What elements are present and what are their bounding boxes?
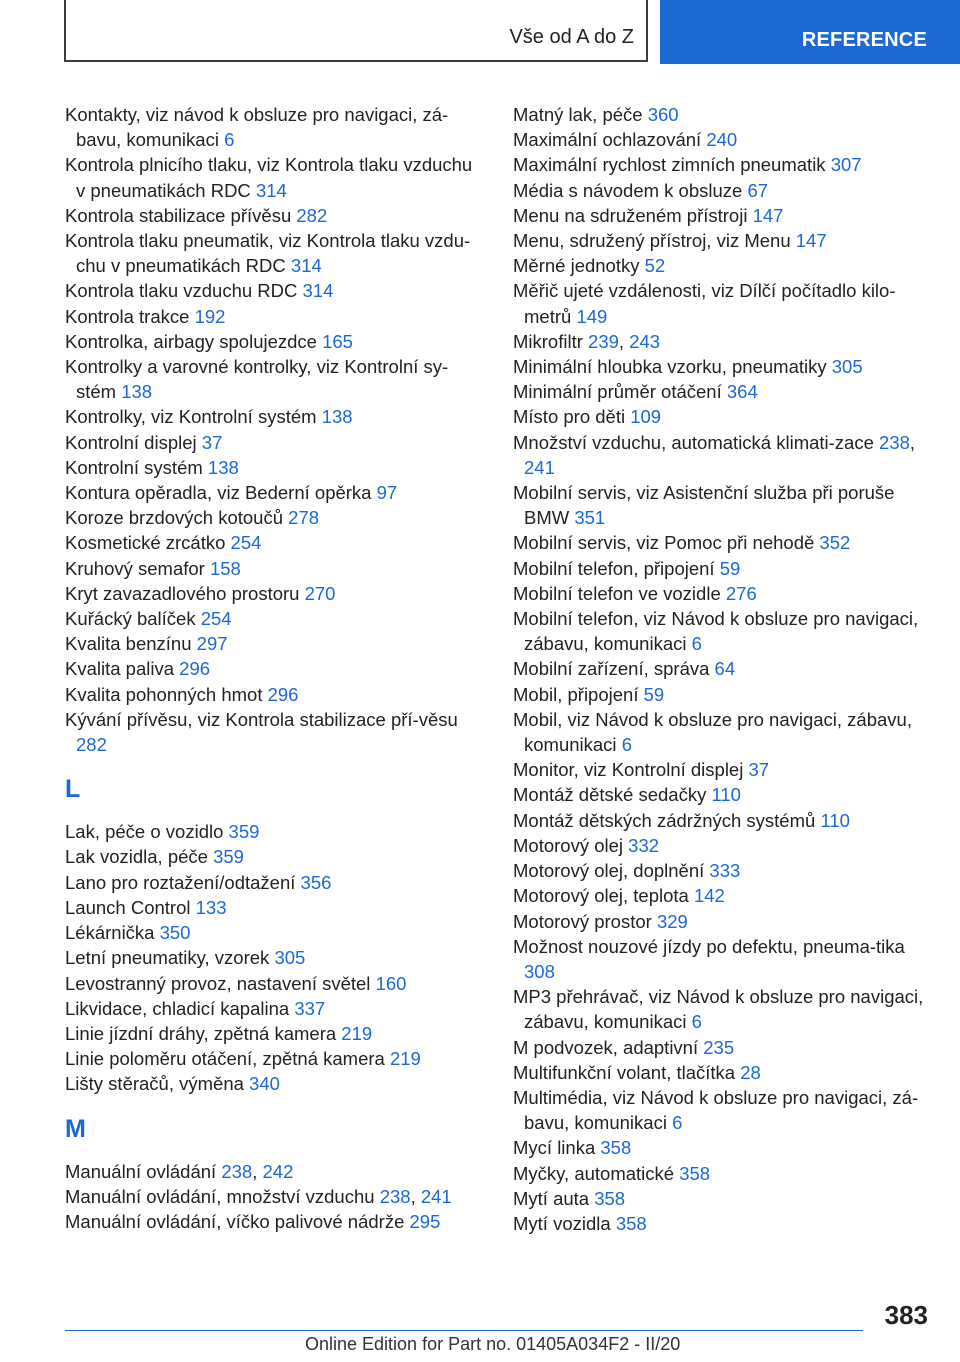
page-reference-link[interactable]: 358 bbox=[600, 1137, 632, 1159]
page-reference-link[interactable]: 235 bbox=[703, 1036, 735, 1058]
page-reference-link[interactable]: 37 bbox=[748, 759, 770, 781]
index-entry: Manuální ovládání, množství vzduchu 238, 241 bbox=[65, 1185, 452, 1207]
index-entry-text: Multifunkční volant, tlačítka bbox=[513, 1061, 736, 1083]
index-entry bbox=[513, 833, 933, 858]
page-reference-link[interactable]: 254 bbox=[200, 608, 232, 630]
page-reference-link[interactable]: 142 bbox=[693, 885, 725, 907]
index-entry-text: Kosmetické zrcátko bbox=[65, 532, 226, 554]
index-entry-text: Lak vozidla, péče bbox=[65, 846, 208, 868]
index-entry-text: Měrné jednotky bbox=[513, 255, 640, 277]
index-entry-text: Lak, péče o vozidlo bbox=[65, 821, 224, 843]
index-entry bbox=[513, 581, 933, 606]
index-entry-text: Koroze brzdových kotoučů bbox=[65, 507, 284, 529]
header-section-box bbox=[64, 0, 648, 62]
page-reference-link[interactable]: 52 bbox=[644, 255, 666, 277]
page-reference-link[interactable]: 329 bbox=[656, 910, 688, 932]
index-entry-text: Likvidace, chladicí kapalina bbox=[65, 997, 290, 1019]
page-reference-link[interactable]: 138 bbox=[121, 381, 153, 403]
page-reference-link[interactable]: 133 bbox=[195, 896, 227, 918]
page-reference-link[interactable]: 358 bbox=[594, 1187, 626, 1209]
index-entry-text: Montáž dětských zádržných systémů bbox=[513, 809, 816, 831]
index-entry-text: Matný lak, péče bbox=[513, 104, 643, 125]
index-entry bbox=[65, 102, 485, 152]
index-column-left bbox=[65, 102, 485, 1234]
index-entry-text: Mobilní servis, viz Asistenční služba při poruše BMW bbox=[513, 482, 895, 529]
index-entry-text: Mobilní zařízení, správa bbox=[513, 658, 710, 680]
page-number: 383 bbox=[884, 1300, 928, 1330]
index-entry-text: M podvozek, adaptivní bbox=[513, 1036, 699, 1058]
index-entry bbox=[513, 1135, 933, 1160]
index-entry-text: Motorový olej, doplnění bbox=[513, 860, 705, 882]
index-entry bbox=[513, 682, 933, 707]
index-entry bbox=[65, 1046, 485, 1071]
index-entry-text: Kontrola plnicího tlaku, viz Kontrola tlaku vzduchu v pneumatikách RDC bbox=[65, 154, 473, 201]
index-entry-text: Kontrolní displej bbox=[65, 431, 197, 453]
page-reference-link[interactable]: 297 bbox=[196, 633, 228, 655]
index-entry-text: Motorový olej, teplota bbox=[513, 885, 689, 907]
page-reference-link[interactable]: 160 bbox=[375, 972, 407, 994]
page-reference-link[interactable]: 276 bbox=[725, 582, 757, 604]
page-reference-link[interactable]: 358 bbox=[615, 1212, 647, 1234]
index-entry-text: Linie poloměru otáčení, zpětná kamera bbox=[65, 1048, 385, 1070]
index-entry-text: Mytí auta bbox=[513, 1187, 590, 1209]
index-entry bbox=[513, 883, 933, 908]
index-entry bbox=[513, 178, 933, 203]
index-entry bbox=[513, 909, 933, 934]
index-entry-text: Kontrola trakce bbox=[65, 305, 190, 327]
page-reference-link[interactable]: 238 bbox=[879, 431, 910, 453]
index-entry-text: Kontrolky, viz Kontrolní systém bbox=[65, 406, 317, 428]
index-entry-text: Lékárnička bbox=[65, 922, 155, 944]
index-entry-text: Motorový olej bbox=[513, 834, 624, 856]
index-entry-text: Měřič ujeté vzdálenosti, viz Dílčí počítadlo kilo‐metrů bbox=[513, 280, 896, 327]
page-reference-link[interactable]: 239 bbox=[588, 330, 619, 352]
page-reference-link[interactable]: 254 bbox=[230, 532, 262, 554]
page-reference-link[interactable]: 110 bbox=[711, 784, 741, 806]
page-reference-link[interactable]: 241 bbox=[524, 456, 555, 478]
index-entry bbox=[65, 870, 485, 895]
page-reference-link[interactable]: 28 bbox=[740, 1061, 761, 1083]
index-entry-text: Kontura opěradla, viz Bederní opěrka bbox=[65, 482, 372, 504]
index-entry bbox=[513, 354, 933, 379]
page-reference-link[interactable]: 6 bbox=[621, 734, 632, 756]
index-entry bbox=[65, 631, 485, 656]
index-entry bbox=[513, 480, 933, 530]
reference-tab-label: REFERENCE bbox=[801, 29, 927, 51]
page-reference-link[interactable]: 270 bbox=[304, 582, 336, 604]
index-entry-text: Množství vzduchu, automatická klimati‐zace bbox=[513, 431, 874, 453]
index-entry bbox=[513, 808, 933, 833]
index-entry bbox=[513, 707, 933, 757]
index-entry bbox=[65, 455, 485, 480]
page-reference-link[interactable]: 305 bbox=[831, 356, 863, 378]
index-entry-text: Monitor, viz Kontrolní displej bbox=[513, 759, 744, 781]
index-entry bbox=[65, 404, 485, 429]
page-reference-link[interactable]: 282 bbox=[76, 734, 107, 756]
section-title: Vše od A do Z bbox=[509, 26, 634, 48]
page-reference-link[interactable]: 149 bbox=[576, 305, 608, 327]
index-letter-heading: L bbox=[65, 775, 81, 804]
index-entry-text: Kývání přívěsu, viz Kontrola stabilizace pří‐věsu bbox=[65, 708, 458, 730]
index-entry bbox=[65, 707, 485, 757]
page-reference-link[interactable]: 243 bbox=[629, 330, 661, 352]
page-reference-link[interactable]: 59 bbox=[643, 683, 665, 705]
page-reference-link[interactable]: 337 bbox=[294, 997, 326, 1019]
index-entry bbox=[65, 228, 485, 278]
index-entry bbox=[513, 757, 933, 782]
index-entry bbox=[65, 844, 485, 869]
page-reference-link[interactable]: 6 bbox=[672, 1112, 683, 1134]
index-entry-text: Myčky, automatické bbox=[513, 1162, 675, 1184]
index-entry: Manuální ovládání 238, 242 bbox=[65, 1160, 294, 1182]
page-reference-link[interactable]: 240 bbox=[706, 129, 738, 151]
edition-footer: Online Edition for Part no. 01405A034F2 - II/20 bbox=[305, 1334, 681, 1354]
index-entry bbox=[65, 606, 485, 631]
index-entry-text: Linie jízdní dráhy, zpětná kamera bbox=[65, 1022, 337, 1044]
page-reference-link[interactable]: 138 bbox=[321, 406, 353, 428]
page-reference-link[interactable]: 333 bbox=[709, 860, 741, 882]
index-entry-text: Levostranný provoz, nastavení světel bbox=[65, 972, 371, 994]
page-reference-link[interactable]: 359 bbox=[213, 846, 244, 868]
index-entry bbox=[513, 1085, 933, 1135]
index-entry-text: Mikrofiltr bbox=[513, 330, 583, 352]
page-reference-link[interactable]: 296 bbox=[267, 683, 299, 705]
index-entry bbox=[513, 152, 933, 177]
page-reference-link[interactable]: 37 bbox=[201, 431, 223, 453]
index-entry-text: Mytí vozidla bbox=[513, 1212, 611, 1234]
index-entry bbox=[65, 152, 485, 202]
index-entry bbox=[513, 1211, 933, 1236]
page-reference-link[interactable]: 356 bbox=[300, 871, 332, 893]
index-entry bbox=[513, 1161, 933, 1186]
index-entry bbox=[65, 203, 485, 228]
index-entry bbox=[513, 203, 933, 228]
page-reference-link[interactable]: 295 bbox=[409, 1210, 441, 1232]
index-entry bbox=[65, 430, 485, 455]
page-reference-link[interactable]: 340 bbox=[249, 1073, 280, 1095]
page-reference-link[interactable]: 219 bbox=[389, 1048, 421, 1070]
page-reference-link[interactable]: 350 bbox=[159, 922, 191, 944]
index-letter-heading: M bbox=[65, 1114, 86, 1143]
index-column-right bbox=[513, 102, 933, 1236]
index-entry bbox=[513, 278, 933, 328]
page-reference-link[interactable]: 314 bbox=[255, 179, 287, 201]
page-reference-link[interactable]: 242 bbox=[262, 1160, 294, 1182]
index-entry-text: Možnost nouzové jízdy po defektu, pneuma‐tika bbox=[513, 935, 905, 957]
page-reference-link[interactable]: 67 bbox=[747, 179, 769, 201]
index-entry-text: Montáž dětské sedačky bbox=[513, 784, 707, 806]
index-entry bbox=[65, 354, 485, 404]
index-entry-text: Kvalita benzínu bbox=[65, 633, 192, 655]
index-entry bbox=[513, 934, 933, 984]
index-entry-text: Kontakty, viz návod k obsluze pro navigaci, zá‐bavu, komunikaci bbox=[65, 104, 449, 151]
index-entry-text: Letní pneumatiky, vzorek bbox=[65, 947, 270, 969]
page-reference-link[interactable]: 6 bbox=[224, 129, 235, 151]
page-reference-link[interactable]: 305 bbox=[274, 947, 306, 969]
index-entry bbox=[513, 556, 933, 581]
page-reference-link[interactable]: 192 bbox=[194, 305, 226, 327]
index-entry-text: Mycí linka bbox=[513, 1137, 596, 1159]
page-reference-link[interactable]: 358 bbox=[679, 1162, 711, 1184]
page-reference-link[interactable]: 109 bbox=[630, 406, 662, 428]
page-reference-link[interactable]: 110 bbox=[820, 809, 850, 831]
page-reference-link[interactable]: 238 bbox=[221, 1160, 253, 1182]
page-reference-link[interactable]: 278 bbox=[288, 507, 320, 529]
index-entry bbox=[65, 656, 485, 681]
index-entry-text: Kruhový semafor bbox=[65, 557, 205, 579]
index-entry-text: Motorový prostor bbox=[513, 910, 652, 932]
page-reference-link[interactable]: 332 bbox=[628, 834, 660, 856]
index-entry bbox=[65, 971, 485, 996]
index-entry: Mikrofiltr 239, 243 bbox=[513, 330, 661, 352]
index-entry-text: Mobilní telefon ve vozidle bbox=[513, 582, 721, 604]
page-reference-link[interactable]: 6 bbox=[691, 633, 702, 655]
page-reference-link[interactable]: 241 bbox=[420, 1185, 452, 1207]
index-entry bbox=[513, 782, 933, 807]
index-entry bbox=[65, 480, 485, 505]
index-entry bbox=[65, 530, 485, 555]
page-reference-link[interactable]: 59 bbox=[719, 557, 741, 579]
index-entry bbox=[65, 304, 485, 329]
index-entry bbox=[65, 329, 485, 354]
index-entry-text: Mobilní telefon, připojení bbox=[513, 557, 715, 579]
index-entry bbox=[65, 505, 485, 530]
page-reference-link[interactable]: 165 bbox=[322, 330, 353, 352]
index-entry bbox=[513, 379, 933, 404]
index-entry bbox=[65, 556, 485, 581]
index-entry bbox=[513, 102, 933, 127]
footer-divider bbox=[65, 1330, 863, 1331]
page-reference-link[interactable]: 97 bbox=[376, 482, 398, 504]
index-entry-text: Minimální hloubka vzorku, pneumatiky bbox=[513, 356, 827, 378]
index-entry bbox=[513, 404, 933, 429]
index-entry-text: Kuřácký balíček bbox=[65, 608, 196, 630]
page-reference-link[interactable]: 219 bbox=[341, 1022, 373, 1044]
page-reference-link[interactable]: 6 bbox=[691, 1011, 702, 1033]
index-entry-text: Mobilní telefon, viz Návod k obsluze pro navigaci, zábavu, komunikaci bbox=[513, 608, 919, 655]
index-entry-text: Manuální ovládání, víčko palivové nádrže bbox=[65, 1210, 405, 1232]
page-reference-link[interactable]: 307 bbox=[830, 154, 862, 176]
index-entry bbox=[65, 920, 485, 945]
index-entry bbox=[513, 984, 933, 1034]
index-entry-text: Mobilní servis, viz Pomoc při nehodě bbox=[513, 532, 815, 554]
index-entry-text: Lišty stěračů, výměna bbox=[65, 1073, 244, 1095]
index-entry-text: Menu, sdružený přístroj, viz Menu bbox=[513, 230, 791, 252]
index-entry-text: Multimédia, viz Návod k obsluze pro navigaci, zá‐bavu, komunikaci bbox=[513, 1086, 919, 1134]
page-reference-link[interactable]: 64 bbox=[714, 658, 736, 680]
index-entry-text: Maximální rychlost zimních pneumatik bbox=[513, 154, 826, 176]
index-entry-text: Maximální ochlazování bbox=[513, 129, 702, 151]
page-reference-link[interactable]: 360 bbox=[647, 104, 679, 125]
index-entry bbox=[65, 1021, 485, 1046]
page-reference-link[interactable]: 364 bbox=[726, 381, 758, 403]
page-reference-link[interactable]: 158 bbox=[209, 557, 241, 579]
index-entry-text: Lano pro roztažení/odtažení bbox=[65, 871, 296, 893]
index-entry bbox=[65, 996, 485, 1021]
index-entry-text: Kontrolka, airbagy spolujezdce bbox=[65, 330, 317, 352]
index-entry-text: MP3 přehrávač, viz Návod k obsluze pro navigaci, zábavu, komunikaci bbox=[513, 986, 924, 1033]
index-entry-text: Kvalita pohonných hmot bbox=[65, 683, 263, 705]
index-entry-text: Manuální ovládání bbox=[65, 1160, 217, 1182]
page-reference-link[interactable]: 138 bbox=[207, 456, 239, 478]
index-entry-text: Mobil, viz Návod k obsluze pro navigaci, zábavu, komunikaci bbox=[513, 708, 912, 756]
index-entry-text: Místo pro děti bbox=[513, 406, 626, 428]
index-entry bbox=[65, 945, 485, 970]
page-reference-link[interactable]: 352 bbox=[819, 532, 851, 554]
index-entry-text: Kvalita paliva bbox=[65, 658, 175, 680]
index-entry bbox=[513, 1035, 933, 1060]
page-reference-link[interactable]: 147 bbox=[795, 230, 827, 252]
index-entry bbox=[513, 656, 933, 681]
index-entry-text: Mobil, připojení bbox=[513, 683, 639, 705]
index-entry bbox=[513, 1186, 933, 1211]
index-entry-text: Manuální ovládání, množství vzduchu bbox=[65, 1185, 375, 1207]
index-entry bbox=[65, 581, 485, 606]
page-reference-link[interactable]: 282 bbox=[296, 204, 328, 226]
index-entry bbox=[65, 682, 485, 707]
index-entry bbox=[513, 253, 933, 278]
reference-tab[interactable] bbox=[660, 0, 960, 64]
index-entry bbox=[65, 278, 485, 303]
index-entry: Množství vzduchu, automatická klimati‐zace 238, 241 bbox=[513, 431, 916, 478]
page-reference-link[interactable]: 359 bbox=[228, 821, 260, 843]
index-entry-text: Kontrola tlaku pneumatik, viz Kontrola tlaku vzdu‐chu v pneumatikách RDC bbox=[65, 230, 471, 277]
index-entry bbox=[65, 1209, 485, 1234]
page-reference-link[interactable]: 308 bbox=[524, 960, 555, 982]
page-reference-link[interactable]: 314 bbox=[302, 280, 334, 302]
page-reference-link[interactable]: 296 bbox=[179, 658, 211, 680]
index-entry bbox=[65, 819, 485, 844]
index-entry bbox=[65, 1071, 485, 1096]
index-entry-text: Média s návodem k obsluze bbox=[513, 179, 743, 201]
index-entry-text: Menu na sdruženém přístroji bbox=[513, 204, 748, 226]
index-entry-text: Minimální průměr otáčení bbox=[513, 381, 722, 403]
index-entry bbox=[513, 606, 933, 656]
page-reference-link[interactable]: 314 bbox=[290, 255, 322, 277]
page-reference-link[interactable]: 238 bbox=[379, 1185, 411, 1207]
index-entry bbox=[513, 127, 933, 152]
index-entry-text: Kontrolní systém bbox=[65, 456, 203, 478]
index-entry-text: Launch Control bbox=[65, 896, 191, 918]
page-reference-link[interactable]: 147 bbox=[752, 204, 784, 226]
index-entry-text: Kontrola tlaku vzduchu RDC bbox=[65, 280, 298, 302]
index-entry-text: Kontrolky a varovné kontrolky, viz Kontrolní sy‐stém bbox=[65, 356, 449, 403]
index-entry bbox=[513, 1060, 933, 1085]
index-entry bbox=[513, 858, 933, 883]
index-entry-text: Kryt zavazadlového prostoru bbox=[65, 582, 300, 604]
page-reference-link[interactable]: 351 bbox=[574, 507, 606, 529]
index-entry bbox=[513, 228, 933, 253]
index-entry bbox=[513, 530, 933, 555]
index-entry bbox=[65, 895, 485, 920]
index-entry-text: Kontrola stabilizace přívěsu bbox=[65, 204, 292, 226]
